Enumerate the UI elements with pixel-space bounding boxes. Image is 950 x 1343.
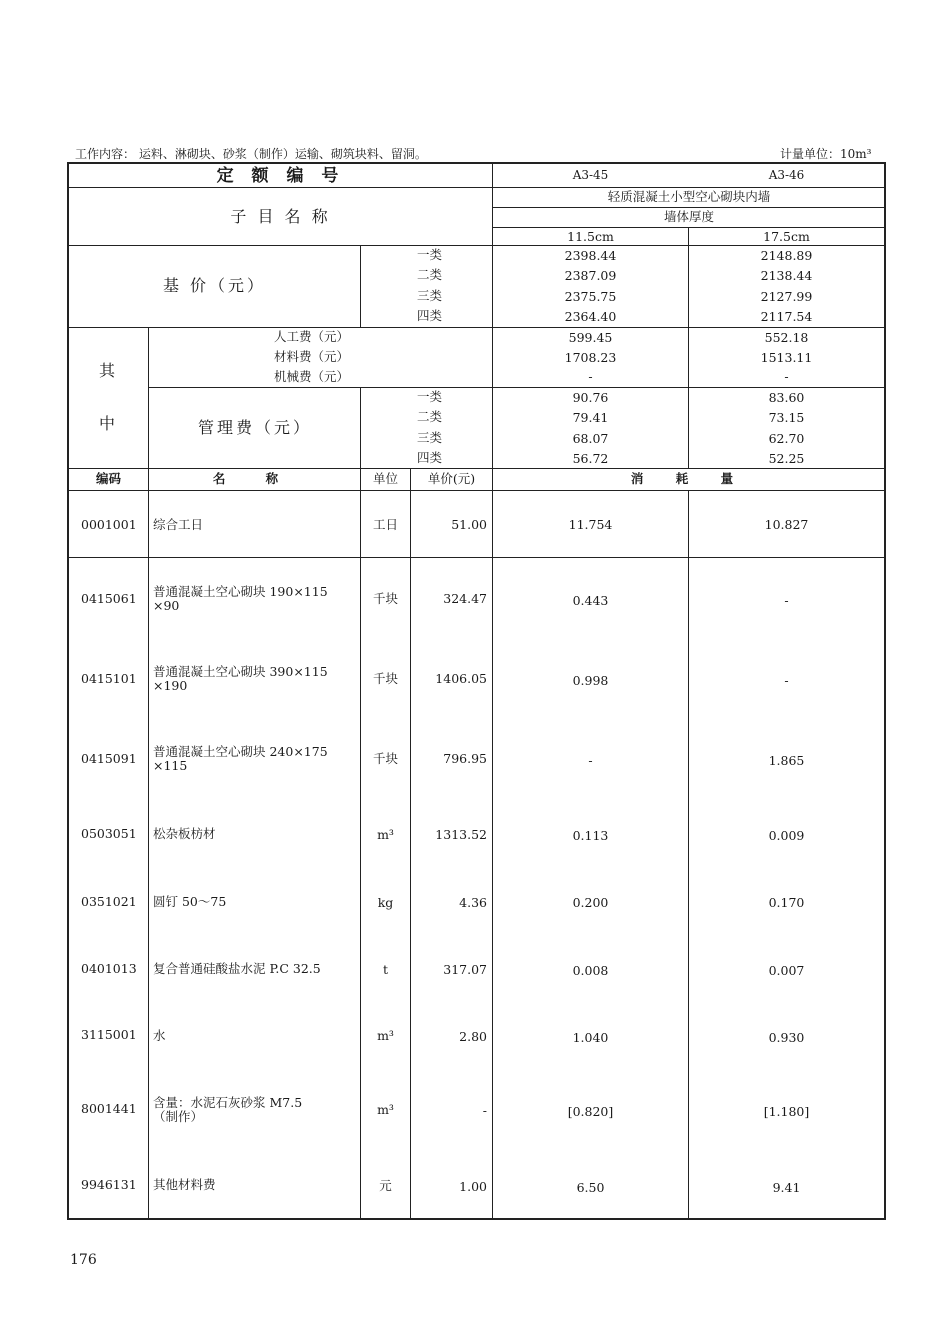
thickness-17-5: 17.5cm (763, 229, 810, 244)
management-fee-value: 56.72 (572, 451, 609, 466)
labor-cost-label: 人工费（元） (274, 329, 350, 344)
quota-number-label: 定 额 编 号 (216, 166, 345, 186)
material-cost-value: 1708.23 (564, 350, 617, 365)
class-label: 二类 (416, 409, 442, 424)
row-unit: 千块 (372, 671, 398, 686)
row-name: 复合普通硅酸盐水泥 P.C 32.5 (153, 961, 321, 976)
management-fee-value: 68.07 (572, 431, 609, 446)
row-value-a3-45: 1.040 (572, 1030, 609, 1045)
row-name: 普通混凝土空心砌块 240×175 ×115 (153, 744, 328, 773)
row-name: 水 (153, 1028, 166, 1043)
qizhong-label-qi: 其 (98, 361, 118, 380)
row-unit: 千块 (372, 591, 398, 606)
row-price: 796.95 (443, 751, 487, 766)
row-value-a3-45: 0.998 (572, 673, 609, 688)
row-value-a3-45: 6.50 (576, 1180, 605, 1195)
row-unit: 千块 (372, 751, 398, 766)
management-fee-value: 83.60 (768, 390, 805, 405)
row-name: 圆钉 50～75 (153, 894, 227, 909)
row-price: 2.80 (459, 1029, 487, 1044)
base-price-label: 基 价（元） (162, 276, 267, 295)
row-value-a3-45: 0.200 (572, 895, 609, 910)
row-value-a3-45: 11.754 (568, 517, 613, 532)
row-value-a3-46: 0.930 (768, 1030, 805, 1045)
row-name: 其他材料费 (153, 1177, 216, 1192)
base-price-value: 2127.99 (760, 289, 813, 304)
base-price-value: 2375.75 (564, 289, 617, 304)
management-fee-value: 62.70 (768, 431, 805, 446)
row-price: 1313.52 (435, 827, 487, 842)
wall-thickness-label: 墙体厚度 (663, 209, 714, 224)
thickness-11-5: 11.5cm (567, 229, 614, 244)
column-header-price: 单价(元) (427, 471, 476, 486)
class-label: 三类 (416, 288, 442, 303)
row-code: 8001441 (81, 1101, 137, 1116)
row-code: 3115001 (81, 1027, 137, 1042)
column-header-code: 编码 (95, 471, 121, 486)
class-label: 二类 (416, 267, 442, 282)
column-header-consumption: 消 耗 量 (630, 471, 748, 486)
row-code: 0401013 (81, 961, 137, 976)
row-code: 0001001 (81, 517, 137, 532)
management-fee-value: 52.25 (768, 451, 805, 466)
page-number: 176 (70, 1252, 97, 1268)
row-price: 51.00 (451, 517, 487, 532)
class-label: 一类 (416, 389, 442, 404)
row-value-a3-46: 1.865 (768, 753, 805, 768)
row-price: 1406.05 (435, 671, 487, 686)
row-name: 松杂板枋材 (153, 826, 216, 841)
row-unit: t (382, 962, 389, 977)
column-header-name: 名 称 (212, 471, 297, 486)
base-price-value: 2117.54 (760, 309, 813, 324)
row-code: 9946131 (81, 1177, 137, 1192)
row-price: - (482, 1103, 487, 1118)
row-unit: m³ (377, 1028, 394, 1043)
row-value-a3-46: 0.170 (768, 895, 805, 910)
class-label: 一类 (416, 247, 442, 262)
row-value-a3-45: 0.008 (572, 963, 609, 978)
group-title: 轻质混凝土小型空心砌块内墙 (607, 189, 771, 204)
row-code: 0415101 (81, 671, 137, 686)
row-value-a3-45: 0.443 (572, 593, 609, 608)
row-unit: 工日 (372, 517, 398, 532)
item-name-label: 子 目 名 称 (230, 207, 331, 226)
base-price-value: 2398.44 (564, 248, 617, 263)
base-price-value: 2387.09 (564, 268, 617, 283)
row-name: 综合工日 (153, 517, 204, 532)
work-content: 工作内容： 运料、淋砌块、砂浆（制作）运输、砌筑块料、留洞。 (75, 147, 427, 161)
row-name: 普通混凝土空心砌块 390×115 ×190 (153, 664, 328, 693)
column-header-unit: 单位 (372, 471, 398, 486)
row-unit: 元 (379, 1178, 392, 1193)
machine-cost-value: - (784, 369, 789, 384)
row-unit: m³ (377, 1102, 394, 1117)
row-value-a3-45: - (588, 753, 593, 768)
labor-cost-value: 552.18 (764, 330, 809, 345)
class-label: 四类 (416, 308, 442, 323)
row-name: 普通混凝土空心砌块 190×115 ×90 (153, 584, 328, 613)
row-name: 含量：水泥石灰砂浆 M7.5（制作） (153, 1095, 303, 1124)
unit-of-measure: 计量单位：10m³ (780, 147, 872, 161)
code-a3-45: A3-45 (572, 168, 609, 182)
machine-cost-value: - (588, 369, 593, 384)
machine-cost-label: 机械费（元） (274, 369, 350, 384)
row-price: 317.07 (443, 962, 487, 977)
row-unit: kg (377, 895, 394, 910)
base-price-value: 2138.44 (760, 268, 813, 283)
class-label: 四类 (416, 450, 442, 465)
row-value-a3-46: - (784, 593, 789, 608)
row-code: 0415091 (81, 751, 137, 766)
qizhong-label-zhong: 中 (98, 414, 118, 433)
management-fee-value: 90.76 (572, 390, 609, 405)
labor-cost-value: 599.45 (568, 330, 613, 345)
management-fee-value: 79.41 (572, 410, 609, 425)
base-price-value: 2148.89 (760, 248, 813, 263)
row-value-a3-46: 0.009 (768, 828, 805, 843)
row-value-a3-46: 0.007 (768, 963, 805, 978)
row-price: 324.47 (443, 591, 487, 606)
code-a3-46: A3-46 (768, 168, 805, 182)
row-value-a3-45: 0.113 (572, 828, 609, 843)
class-label: 三类 (416, 430, 442, 445)
material-cost-label: 材料费（元） (274, 349, 350, 364)
base-price-value: 2364.40 (564, 309, 617, 324)
row-price: 1.00 (459, 1179, 487, 1194)
row-value-a3-46: [1.180] (763, 1104, 810, 1119)
row-value-a3-46: 10.827 (764, 517, 809, 532)
row-code: 0503051 (81, 826, 137, 841)
row-value-a3-46: 9.41 (772, 1180, 801, 1195)
material-cost-value: 1513.11 (760, 350, 813, 365)
row-code: 0415061 (81, 591, 137, 606)
row-value-a3-45: [0.820] (567, 1104, 614, 1119)
row-value-a3-46: - (784, 673, 789, 688)
row-price: 4.36 (459, 895, 487, 910)
row-unit: m³ (377, 827, 394, 842)
management-fee-value: 73.15 (768, 410, 805, 425)
management-fee-label: 管理费（元） (197, 418, 312, 437)
row-code: 0351021 (81, 894, 137, 909)
